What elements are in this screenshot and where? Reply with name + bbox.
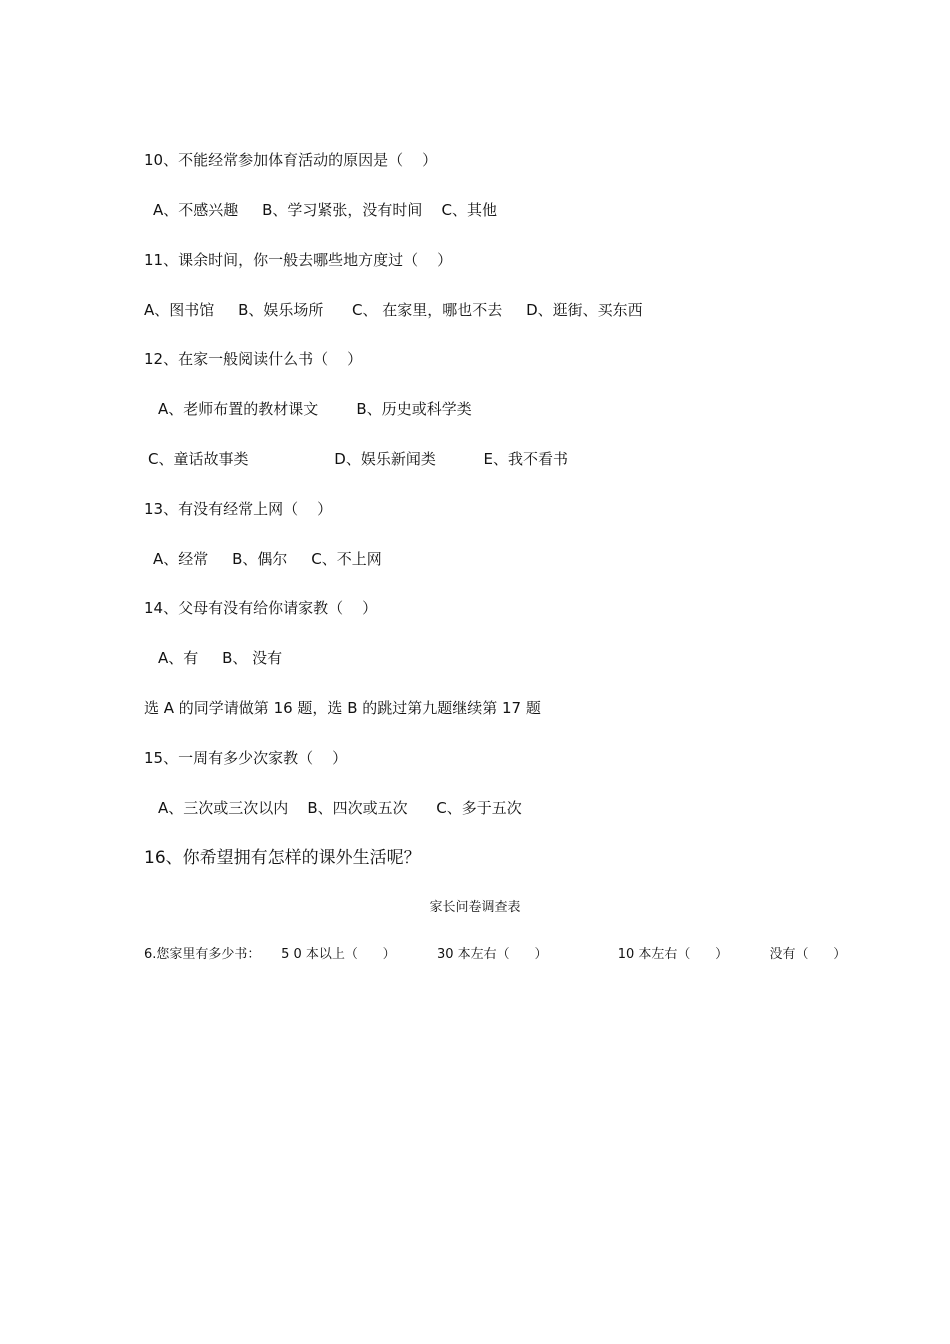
- question-11: 11、课余时间，你一般去哪些地方度过（ ）: [144, 251, 453, 269]
- question-13-options: A、经常 B、偶尔 C、不上网: [153, 550, 382, 568]
- question-10: 10、不能经常参加体育活动的原因是（ ）: [144, 151, 438, 169]
- question-12: 12、在家一般阅读什么书（ ）: [144, 350, 363, 368]
- parent-survey-title: 家长问卷调查表: [429, 900, 521, 915]
- question-15-options: A、三次或三次以内 B、四次或五次 C、多于五次: [158, 799, 522, 817]
- question-13: 13、有没有经常上网（ ）: [144, 500, 333, 518]
- question-16: 16、你希望拥有怎样的课外生活呢？: [144, 848, 421, 868]
- question-12-options-1: A、老师布置的教材课文 B、历史或科学类: [158, 400, 472, 418]
- question-10-options: A、不感兴趣 B、学习紧张，没有时间 C、其他: [153, 201, 497, 219]
- question-14-options: A、有 B、 没有: [158, 649, 283, 667]
- question-14: 14、父母有没有给你请家教（ ）: [144, 599, 378, 617]
- question-12-options-2: C、童话故事类 D、娱乐新闻类 E、我不看书: [148, 450, 569, 468]
- parent-question-6: 6.您家里有多少书： 5 0 本以上（ ） 30 本左右（ ） 10 本左右（ ） 没有（ ）: [144, 947, 847, 962]
- instruction-note: 选 A 的同学请做第 16 题，选 B 的跳过第九题继续第 17 题: [144, 699, 541, 717]
- question-11-options: A、图书馆 B、娱乐场所 C、 在家里，哪也不去 D、逛街、买东西: [144, 301, 643, 319]
- question-15: 15、一周有多少次家教（ ）: [144, 749, 348, 767]
